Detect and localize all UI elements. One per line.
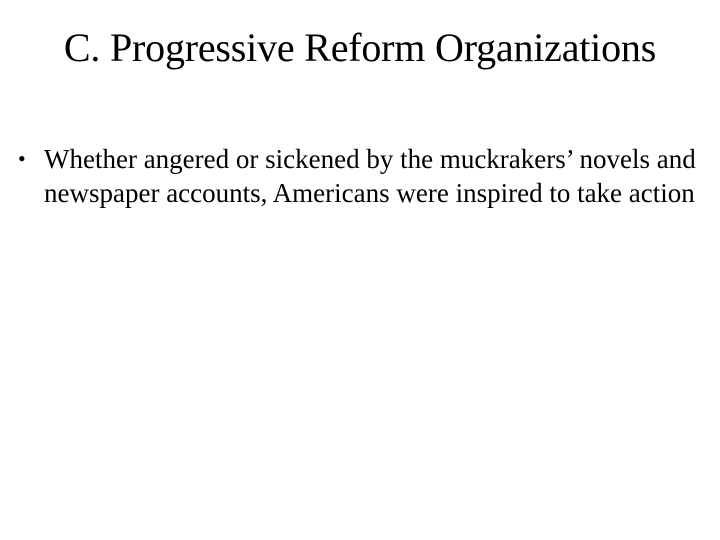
slide-title: C. Progressive Reform Organizations: [63, 25, 657, 70]
bullet-marker: •: [18, 146, 26, 171]
bullet-text: Whether angered or sickened by the muckrakers’ novels and newspaper accounts, Americans were inspired to take action: [44, 144, 696, 208]
bullet-item: [18, 142, 698, 210]
bullet-list: [18, 142, 698, 210]
